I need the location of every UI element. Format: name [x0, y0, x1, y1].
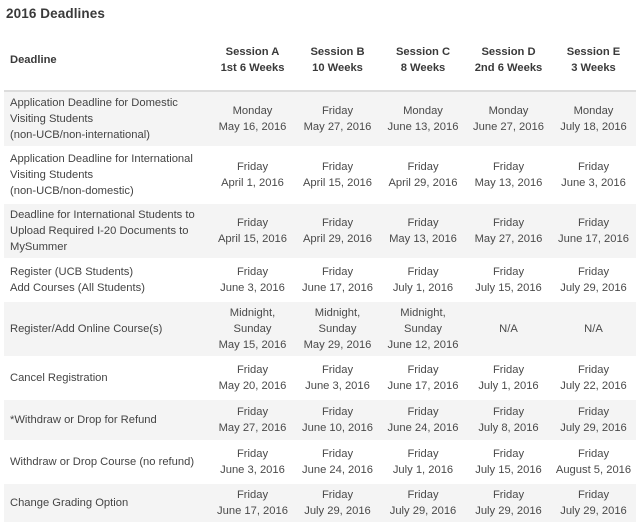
column-header-session-b — [295, 30, 380, 91]
weekday: Friday — [236, 266, 269, 278]
time: Midnight, — [314, 307, 361, 319]
date: June 3, 2016 — [220, 282, 285, 294]
column-header-session-c — [380, 30, 466, 91]
row-label-line: Visiting Students — [10, 169, 94, 181]
date: July 1, 2016 — [392, 282, 454, 294]
date-cell — [466, 357, 551, 399]
date: May 16, 2016 — [218, 121, 287, 133]
column-header-session-e — [551, 30, 636, 91]
table-row — [4, 301, 636, 357]
date: July 22, 2016 — [560, 380, 627, 392]
date-cell — [295, 203, 380, 259]
date: May 15, 2016 — [218, 339, 287, 351]
date-cell — [210, 147, 295, 203]
weekday: Friday — [321, 105, 354, 117]
weekday: Friday — [236, 406, 269, 418]
session-length: 2nd 6 Weeks — [474, 62, 543, 74]
table-row — [4, 91, 636, 147]
weekday: Friday — [577, 364, 610, 376]
table-header — [4, 30, 636, 91]
date: June 17, 2016 — [387, 380, 459, 392]
date-cell — [210, 203, 295, 259]
date: May 20, 2016 — [218, 380, 287, 392]
date-cell — [210, 399, 295, 441]
date-cell — [380, 357, 466, 399]
date-cell — [551, 147, 636, 203]
column-header-session-a — [210, 30, 295, 91]
date: July 29, 2016 — [475, 505, 542, 517]
row-label-withdraw-no-refund — [4, 441, 210, 483]
date: July 29, 2016 — [560, 422, 627, 434]
date: June 27, 2016 — [473, 121, 544, 133]
date-cell — [551, 301, 636, 357]
row-label-line: (non-UCB/non-domestic) — [10, 185, 134, 197]
date: April 1, 2016 — [221, 177, 284, 189]
date: June 3, 2016 — [220, 464, 285, 476]
date: May 27, 2016 — [218, 422, 287, 434]
weekday: Friday — [492, 161, 525, 173]
date: June 24, 2016 — [387, 422, 459, 434]
row-label-line: Cancel Registration — [10, 372, 108, 384]
row-label-register-add-courses — [4, 259, 210, 301]
weekday: Friday — [407, 217, 439, 229]
row-label-line: Application Deadline for Domestic — [10, 97, 178, 109]
row-label-line: *Withdraw or Drop for Refund — [10, 414, 157, 426]
date-cell — [551, 91, 636, 147]
table-row — [4, 357, 636, 399]
date: May 29, 2016 — [303, 339, 372, 351]
weekday: Friday — [321, 489, 354, 501]
date: June 3, 2016 — [561, 177, 626, 189]
weekday: Friday — [236, 217, 269, 229]
row-label-cancel-registration — [4, 357, 210, 399]
date-cell — [380, 91, 466, 147]
row-label-line: Withdraw or Drop Course (no refund) — [10, 456, 195, 468]
weekday: Friday — [236, 161, 269, 173]
weekday: Sunday — [404, 323, 442, 335]
row-label-i20-upload — [4, 203, 210, 259]
table-body — [4, 91, 636, 523]
session-name: Session A — [225, 46, 280, 58]
date-cell — [466, 483, 551, 523]
date-cell — [210, 441, 295, 483]
weekday: Sunday — [318, 323, 357, 335]
weekday: Friday — [321, 217, 354, 229]
date-cell — [380, 301, 466, 357]
page-title: 2016 Deadlines — [6, 6, 105, 21]
row-label-line: Upload Required I-20 Documents to — [10, 225, 189, 237]
table-row — [4, 483, 636, 523]
weekday: Monday — [488, 105, 529, 117]
not-applicable: N/A — [499, 323, 518, 335]
session-length: 10 Weeks — [312, 62, 363, 74]
date: July 15, 2016 — [475, 464, 542, 476]
date: July 29, 2016 — [560, 505, 627, 517]
weekday: Friday — [407, 161, 439, 173]
date-cell — [295, 301, 380, 357]
time: Midnight, — [400, 307, 446, 319]
row-label-line: (non-UCB/non-international) — [10, 129, 150, 141]
weekday: Monday — [232, 105, 273, 117]
weekday: Friday — [492, 448, 525, 460]
date: July 29, 2016 — [389, 505, 457, 517]
date-cell — [380, 399, 466, 441]
weekday: Friday — [577, 448, 610, 460]
weekday: Monday — [403, 105, 443, 117]
weekday: Friday — [577, 406, 610, 418]
date-cell — [466, 301, 551, 357]
date-cell — [466, 399, 551, 441]
weekday: Friday — [577, 161, 610, 173]
date-cell — [551, 483, 636, 523]
column-header-session-d — [466, 30, 551, 91]
row-label-line: Visiting Students — [10, 113, 94, 125]
weekday: Friday — [577, 489, 610, 501]
date-cell — [551, 399, 636, 441]
row-label-line: MySummer — [10, 241, 68, 253]
date-cell — [466, 259, 551, 301]
date-cell — [466, 441, 551, 483]
weekday: Friday — [407, 448, 439, 460]
weekday: Friday — [492, 489, 525, 501]
row-label-withdraw-refund — [4, 399, 210, 441]
date: July 15, 2016 — [475, 282, 542, 294]
time: Midnight, — [229, 307, 276, 319]
weekday: Friday — [321, 161, 354, 173]
weekday: Friday — [407, 489, 439, 501]
date: June 12, 2016 — [387, 339, 459, 351]
date-cell — [295, 91, 380, 147]
table-row — [4, 259, 636, 301]
session-name: Session E — [566, 46, 621, 58]
weekday: Monday — [573, 105, 614, 117]
date: July 18, 2016 — [560, 121, 627, 133]
session-length: 8 Weeks — [400, 62, 446, 74]
row-label-online-courses — [4, 301, 210, 357]
row-label-line: Register/Add Online Course(s) — [10, 323, 163, 335]
weekday: Friday — [492, 364, 525, 376]
session-name: Session B — [310, 46, 365, 58]
date: August 5, 2016 — [555, 464, 632, 476]
date-cell — [551, 203, 636, 259]
weekday: Friday — [577, 266, 610, 278]
date-cell — [466, 91, 551, 147]
date-cell — [551, 441, 636, 483]
date-cell — [295, 483, 380, 523]
session-name: Session D — [481, 46, 536, 58]
date-cell — [210, 91, 295, 147]
session-name: Session C — [395, 46, 451, 58]
date: April 29, 2016 — [302, 233, 373, 245]
weekday: Friday — [321, 406, 354, 418]
date-cell — [210, 483, 295, 523]
date-cell — [380, 483, 466, 523]
weekday: Friday — [236, 448, 269, 460]
weekday: Sunday — [233, 323, 272, 335]
date-cell — [210, 301, 295, 357]
not-applicable: N/A — [584, 323, 603, 335]
date-cell — [551, 259, 636, 301]
date-cell — [466, 203, 551, 259]
weekday: Friday — [236, 489, 269, 501]
weekday: Friday — [236, 364, 269, 376]
date-cell — [380, 147, 466, 203]
table-row — [4, 441, 636, 483]
weekday: Friday — [321, 448, 354, 460]
date: June 17, 2016 — [302, 282, 373, 294]
row-label-line: Register (UCB Students) — [10, 266, 134, 278]
date: July 29, 2016 — [560, 282, 627, 294]
session-length: 1st 6 Weeks — [220, 62, 285, 74]
date-cell — [210, 357, 295, 399]
date: June 10, 2016 — [302, 422, 373, 434]
weekday: Friday — [407, 266, 439, 278]
row-label-line: Application Deadline for International — [10, 153, 193, 165]
weekday: Friday — [577, 217, 610, 229]
date-cell — [380, 203, 466, 259]
date: June 24, 2016 — [302, 464, 373, 476]
date: July 1, 2016 — [478, 380, 539, 392]
row-label-change-grading — [4, 483, 210, 523]
date: June 3, 2016 — [305, 380, 370, 392]
date: April 15, 2016 — [217, 233, 288, 245]
weekday: Friday — [321, 266, 354, 278]
session-length: 3 Weeks — [571, 62, 616, 74]
date: April 15, 2016 — [302, 177, 373, 189]
weekday: Friday — [407, 406, 439, 418]
date-cell — [295, 147, 380, 203]
date-cell — [551, 357, 636, 399]
date: June 13, 2016 — [387, 121, 459, 133]
date-cell — [380, 259, 466, 301]
row-label-line: Change Grading Option — [10, 497, 129, 509]
row-label-line: Add Courses (All Students) — [10, 282, 145, 294]
date: July 8, 2016 — [478, 422, 539, 434]
row-label-line: Deadline for International Students to — [10, 209, 195, 221]
date: June 17, 2016 — [217, 505, 288, 517]
date: July 1, 2016 — [392, 464, 454, 476]
date: April 29, 2016 — [388, 177, 458, 189]
date: May 13, 2016 — [474, 177, 543, 189]
table-row — [4, 203, 636, 259]
weekday: Friday — [407, 364, 439, 376]
date-cell — [295, 399, 380, 441]
weekday: Friday — [492, 266, 525, 278]
weekday: Friday — [321, 364, 354, 376]
table-row — [4, 399, 636, 441]
date: July 29, 2016 — [304, 505, 371, 517]
column-header-deadline: Deadline — [4, 30, 210, 91]
header-row — [4, 30, 636, 91]
row-label-international-application — [4, 147, 210, 203]
date: May 27, 2016 — [474, 233, 543, 245]
weekday: Friday — [492, 217, 525, 229]
weekday: Friday — [492, 406, 525, 418]
date: May 27, 2016 — [303, 121, 372, 133]
date-cell — [210, 259, 295, 301]
date-cell — [295, 441, 380, 483]
date: June 17, 2016 — [558, 233, 629, 245]
table-row — [4, 147, 636, 203]
date-cell — [466, 147, 551, 203]
row-label-domestic-application — [4, 91, 210, 147]
date-cell — [295, 259, 380, 301]
date: May 13, 2016 — [389, 233, 457, 245]
deadlines-table — [4, 30, 636, 524]
date-cell — [380, 441, 466, 483]
date-cell — [295, 357, 380, 399]
